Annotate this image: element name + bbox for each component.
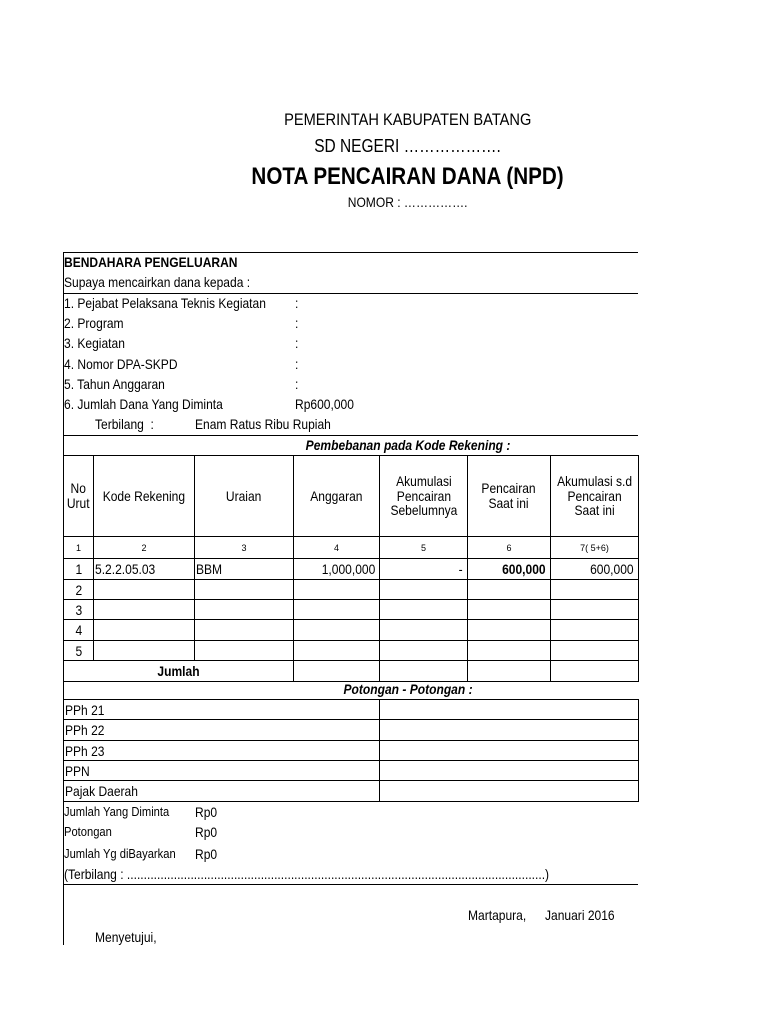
potongan-row — [64, 700, 639, 720]
cell-akumulasi-sebelumnya — [380, 620, 468, 641]
cell-no — [64, 559, 94, 580]
cell-text: 1,000,000 — [321, 561, 375, 577]
cell-pencairan — [468, 600, 551, 620]
potongan-title — [208, 679, 608, 699]
summary-jumlah-diminta-label: Jumlah Yang Diminta — [64, 804, 170, 819]
form-item-jumlah-value: Rp600,000 — [295, 396, 354, 412]
column-header-pencairan — [468, 456, 551, 537]
summary-dibayarkan-label: Jumlah Yg diBayarkan — [64, 846, 176, 861]
table-row — [64, 559, 639, 580]
form-item-kegiatan-label: 3. Kegiatan — [64, 335, 125, 351]
cell-anggaran — [294, 641, 380, 661]
column-header-label: Kode Rekening — [102, 488, 186, 504]
column-header-akumulasi-sd — [551, 456, 639, 537]
form-item-pejabat-label: 1. Pejabat Pelaksana Teknis Kegiatan — [64, 295, 266, 311]
cell-kode — [94, 559, 195, 580]
potongan-label-text: PPh 21 — [65, 701, 105, 718]
column-header-label: Pencairan Saat ini — [481, 480, 537, 511]
cell-kode — [94, 620, 195, 641]
cell-no — [64, 580, 94, 600]
kode-rekening-table — [63, 455, 639, 682]
document-number — [108, 192, 708, 212]
cell-akumulasi-sd — [551, 620, 639, 641]
cell-anggaran — [294, 600, 380, 620]
cell-pencairan — [468, 580, 551, 600]
cell-uraian — [195, 580, 294, 600]
cell-no — [64, 620, 94, 641]
column-number: 4 — [294, 537, 380, 559]
potongan-label — [64, 720, 380, 741]
cell-no — [64, 600, 94, 620]
cell-uraian — [195, 620, 294, 641]
summary-potongan-value: Rp0 — [195, 824, 218, 840]
potongan-value — [380, 741, 639, 761]
column-header-label: No Urut — [67, 480, 90, 511]
form-item-kegiatan-value: : — [295, 335, 299, 351]
cell-text: - — [458, 561, 463, 577]
header-pemerintah-text: PEMERINTAH KABUPATEN BATANG — [284, 110, 532, 129]
cell-akumulasi-sebelumnya — [380, 600, 468, 620]
document-title-text: NOTA PENCAIRAN DANA (NPD) — [251, 163, 565, 190]
form-item-tahun-value: : — [295, 376, 299, 392]
table-row — [64, 580, 639, 600]
cell-text: BBM — [196, 561, 223, 577]
cell-akumulasi-sebelumnya — [380, 641, 468, 661]
cell-text: 4 — [75, 622, 82, 638]
cell-text: 2 — [75, 581, 82, 598]
column-number: 2 — [94, 537, 195, 559]
cell-no — [64, 641, 94, 661]
cell-text: 5 — [75, 642, 82, 659]
summary-jumlah-diminta-value: Rp0 — [195, 804, 218, 820]
cell-text: 1 — [75, 561, 82, 577]
column-header-kode-rekening — [94, 456, 195, 537]
jumlah-label-text: Jumlah — [157, 663, 200, 679]
cell-pencairan — [468, 641, 551, 661]
document-title — [108, 163, 708, 191]
form-item-program-label: 2. Program — [64, 315, 124, 331]
column-header-anggaran — [294, 456, 380, 537]
potongan-label — [64, 761, 380, 781]
table-row — [64, 620, 639, 641]
column-header-label: Akumulasi s.d Pencairan Saat ini — [557, 473, 633, 518]
potongan-row — [64, 741, 639, 761]
divider-line — [63, 884, 638, 885]
cell-akumulasi-sd — [551, 580, 639, 600]
form-item-dpa-label: 4. Nomor DPA-SKPD — [64, 356, 178, 372]
pembebanan-title-text: Pembebanan pada Kode Rekening : — [305, 437, 511, 453]
column-number: 6 — [468, 537, 551, 559]
cell-akumulasi-sebelumnya — [380, 559, 468, 580]
summary-terbilang: (Terbilang : .............................................................................................................................) — [64, 866, 550, 882]
column-number: 7( 5+6) — [551, 537, 639, 559]
form-item-dpa-value: : — [295, 356, 299, 372]
bendahara-heading: BENDAHARA PENGELUARAN — [64, 254, 238, 270]
column-number-row — [64, 537, 639, 559]
column-header-akumulasi-sebelumnya — [380, 456, 468, 537]
potongan-value — [380, 700, 639, 720]
cell-anggaran — [294, 559, 380, 580]
cell-akumulasi-sd — [551, 600, 639, 620]
cell-text: 5.2.2.05.03 — [95, 561, 156, 577]
column-number: 5 — [380, 537, 468, 559]
terbilang-label: Terbilang : — [95, 416, 154, 432]
table-row — [64, 600, 639, 620]
cell-anggaran — [294, 620, 380, 641]
cell-uraian — [195, 559, 294, 580]
potongan-label — [64, 700, 380, 720]
column-number: 3 — [195, 537, 294, 559]
form-item-tahun-label: 5. Tahun Anggaran — [64, 376, 165, 392]
form-item-jumlah-label: 6. Jumlah Dana Yang Diminta — [64, 396, 223, 412]
potongan-row — [64, 720, 639, 741]
cell-akumulasi-sd — [551, 559, 639, 580]
header-sekolah-text: SD NEGERI ………………. — [314, 136, 502, 156]
cell-uraian — [195, 600, 294, 620]
potongan-value — [380, 720, 639, 741]
potongan-table — [63, 699, 639, 802]
potongan-value — [380, 761, 639, 781]
potongan-label-text: PPh 22 — [65, 722, 105, 738]
instruction-text: Supaya mencairkan dana kepada : — [64, 274, 251, 290]
cell-text: 3 — [75, 601, 82, 618]
header-pemerintah — [108, 110, 708, 130]
column-header-label: Anggaran — [310, 488, 363, 504]
form-item-program-value: : — [295, 315, 299, 331]
cell-kode — [94, 600, 195, 620]
potongan-label — [64, 781, 380, 802]
footer-place: Martapura, — [468, 907, 527, 923]
column-header-no-urut — [64, 456, 94, 537]
summary-potongan-label: Potongan — [64, 824, 112, 839]
potongan-row — [64, 761, 639, 781]
table-header-row — [64, 456, 639, 537]
cell-text: 600,000 — [590, 561, 634, 577]
potongan-label-text: PPN — [65, 762, 90, 779]
cell-pencairan — [468, 620, 551, 641]
cell-kode — [94, 641, 195, 661]
cell-pencairan — [468, 559, 551, 580]
header-sekolah — [108, 136, 708, 156]
potongan-label-text: Pajak Daerah — [65, 783, 138, 799]
cell-uraian — [195, 641, 294, 661]
column-header-label: Akumulasi Pencairan Sebelumnya — [390, 473, 457, 518]
potongan-label-text: PPh 23 — [65, 742, 105, 759]
potongan-value — [380, 781, 639, 802]
cell-akumulasi-sd — [551, 641, 639, 661]
potongan-label — [64, 741, 380, 761]
document-number-text: NOMOR : ……………. — [348, 194, 468, 210]
potongan-title-text: Potongan - Potongan : — [343, 681, 473, 697]
column-header-label: Uraian — [226, 488, 262, 504]
form-item-pejabat-value: : — [295, 295, 299, 311]
footer-menyetujui: Menyetujui, — [95, 929, 157, 945]
pembebanan-title — [208, 435, 608, 455]
potongan-row — [64, 781, 639, 802]
table-row — [64, 641, 639, 661]
summary-dibayarkan-value: Rp0 — [195, 846, 218, 862]
terbilang-value: Enam Ratus Ribu Rupiah — [195, 416, 331, 432]
cell-akumulasi-sebelumnya — [380, 580, 468, 600]
cell-kode — [94, 580, 195, 600]
column-number: 1 — [64, 537, 94, 559]
column-header-uraian — [195, 456, 294, 537]
cell-anggaran — [294, 580, 380, 600]
footer-date: Januari 2016 — [545, 907, 615, 923]
cell-text: 600,000 — [502, 561, 546, 577]
